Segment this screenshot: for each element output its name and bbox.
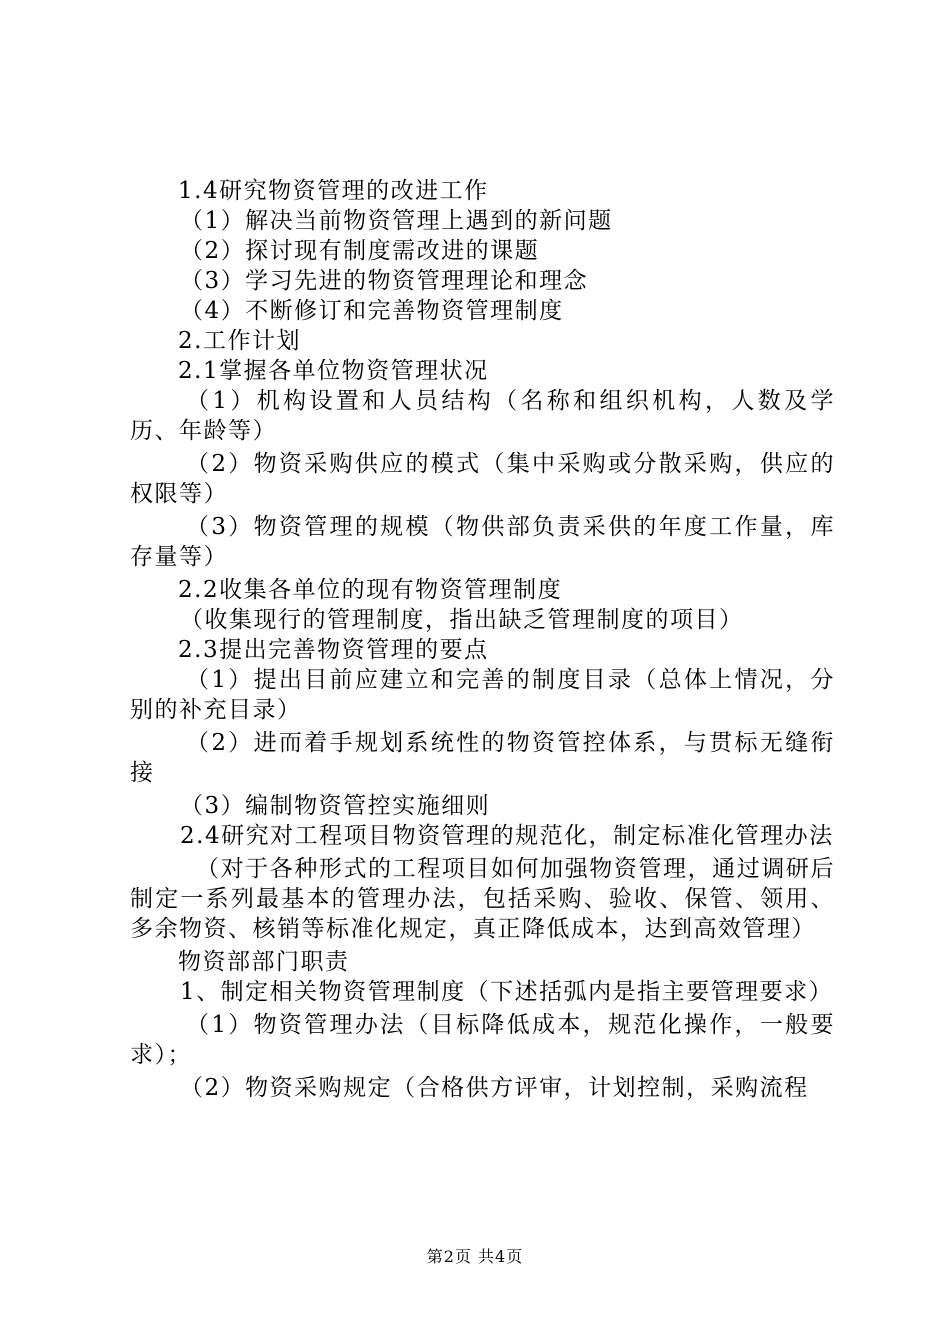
heading-1-4: 1.4研究物资管理的改进工作 xyxy=(178,178,489,204)
list-item: （3）编制物资管控实施细则 xyxy=(180,793,491,819)
list-item: （2）物资采购规定（合格供方评审，计划控制，采购流程 xyxy=(180,1075,809,1101)
heading-2-4: 2.4研究对工程项目物资管理的规范化，制定标准化管理办法 xyxy=(180,823,834,849)
list-item: （1）物资管理办法（目标降低成本，规范化操作，一般要求）； xyxy=(130,1012,835,1068)
list-item: （2）探讨现有制度需改进的课题 xyxy=(180,238,540,264)
list-item: （1）机构设置和人员结构（名称和组织机构，人数及学历、年龄等） xyxy=(130,388,835,444)
list-item: （2）进而着手规划系统性的物资管控体系，与贯标无缝衔接 xyxy=(130,730,835,786)
heading-2: 2.工作计划 xyxy=(178,328,301,354)
list-item: （1）提出目前应建立和完善的制度目录（总体上情况，分别的补充目录） xyxy=(130,667,835,723)
heading-2-2: 2.2收集各单位的现有物资管理制度 xyxy=(178,577,563,603)
list-item: （1）解决当前物资管理上遇到的新问题 xyxy=(180,208,613,234)
list-item: （3）物资管理的规模（物供部负责采供的年度工作量，库存量等） xyxy=(130,514,835,570)
list-item: （4）不断修订和完善物资管理制度 xyxy=(180,298,564,324)
document-body xyxy=(130,176,835,1103)
section-title: 物资部部门职责 xyxy=(178,949,350,975)
heading-2-3: 2.3提出完善物资管理的要点 xyxy=(178,637,489,663)
heading-2-1: 2.1掌握各单位物资管理状况 xyxy=(178,358,489,384)
list-item: （3）学习先进的物资管理理论和理念 xyxy=(180,268,589,294)
page-footer: 第2页 共4页 xyxy=(426,1247,524,1266)
list-item: （2）物资采购供应的模式（集中采购或分散采购，供应的权限等） xyxy=(130,451,835,507)
body-paragraph: （对于各种形式的工程项目如何加强物资管理，通过调研后制定一系列最基本的管理办法，包括采购、验收、保管、领用、多余物资、核销等标准化规定，真正降低成本，达到高效管理） xyxy=(130,856,835,942)
heading-item-1: 1、制定相关物资管理制度（下述括弧内是指主要管理要求） xyxy=(180,979,834,1005)
note-paragraph: （收集现行的管理制度，指出缺乏管理制度的项目） xyxy=(180,607,744,633)
